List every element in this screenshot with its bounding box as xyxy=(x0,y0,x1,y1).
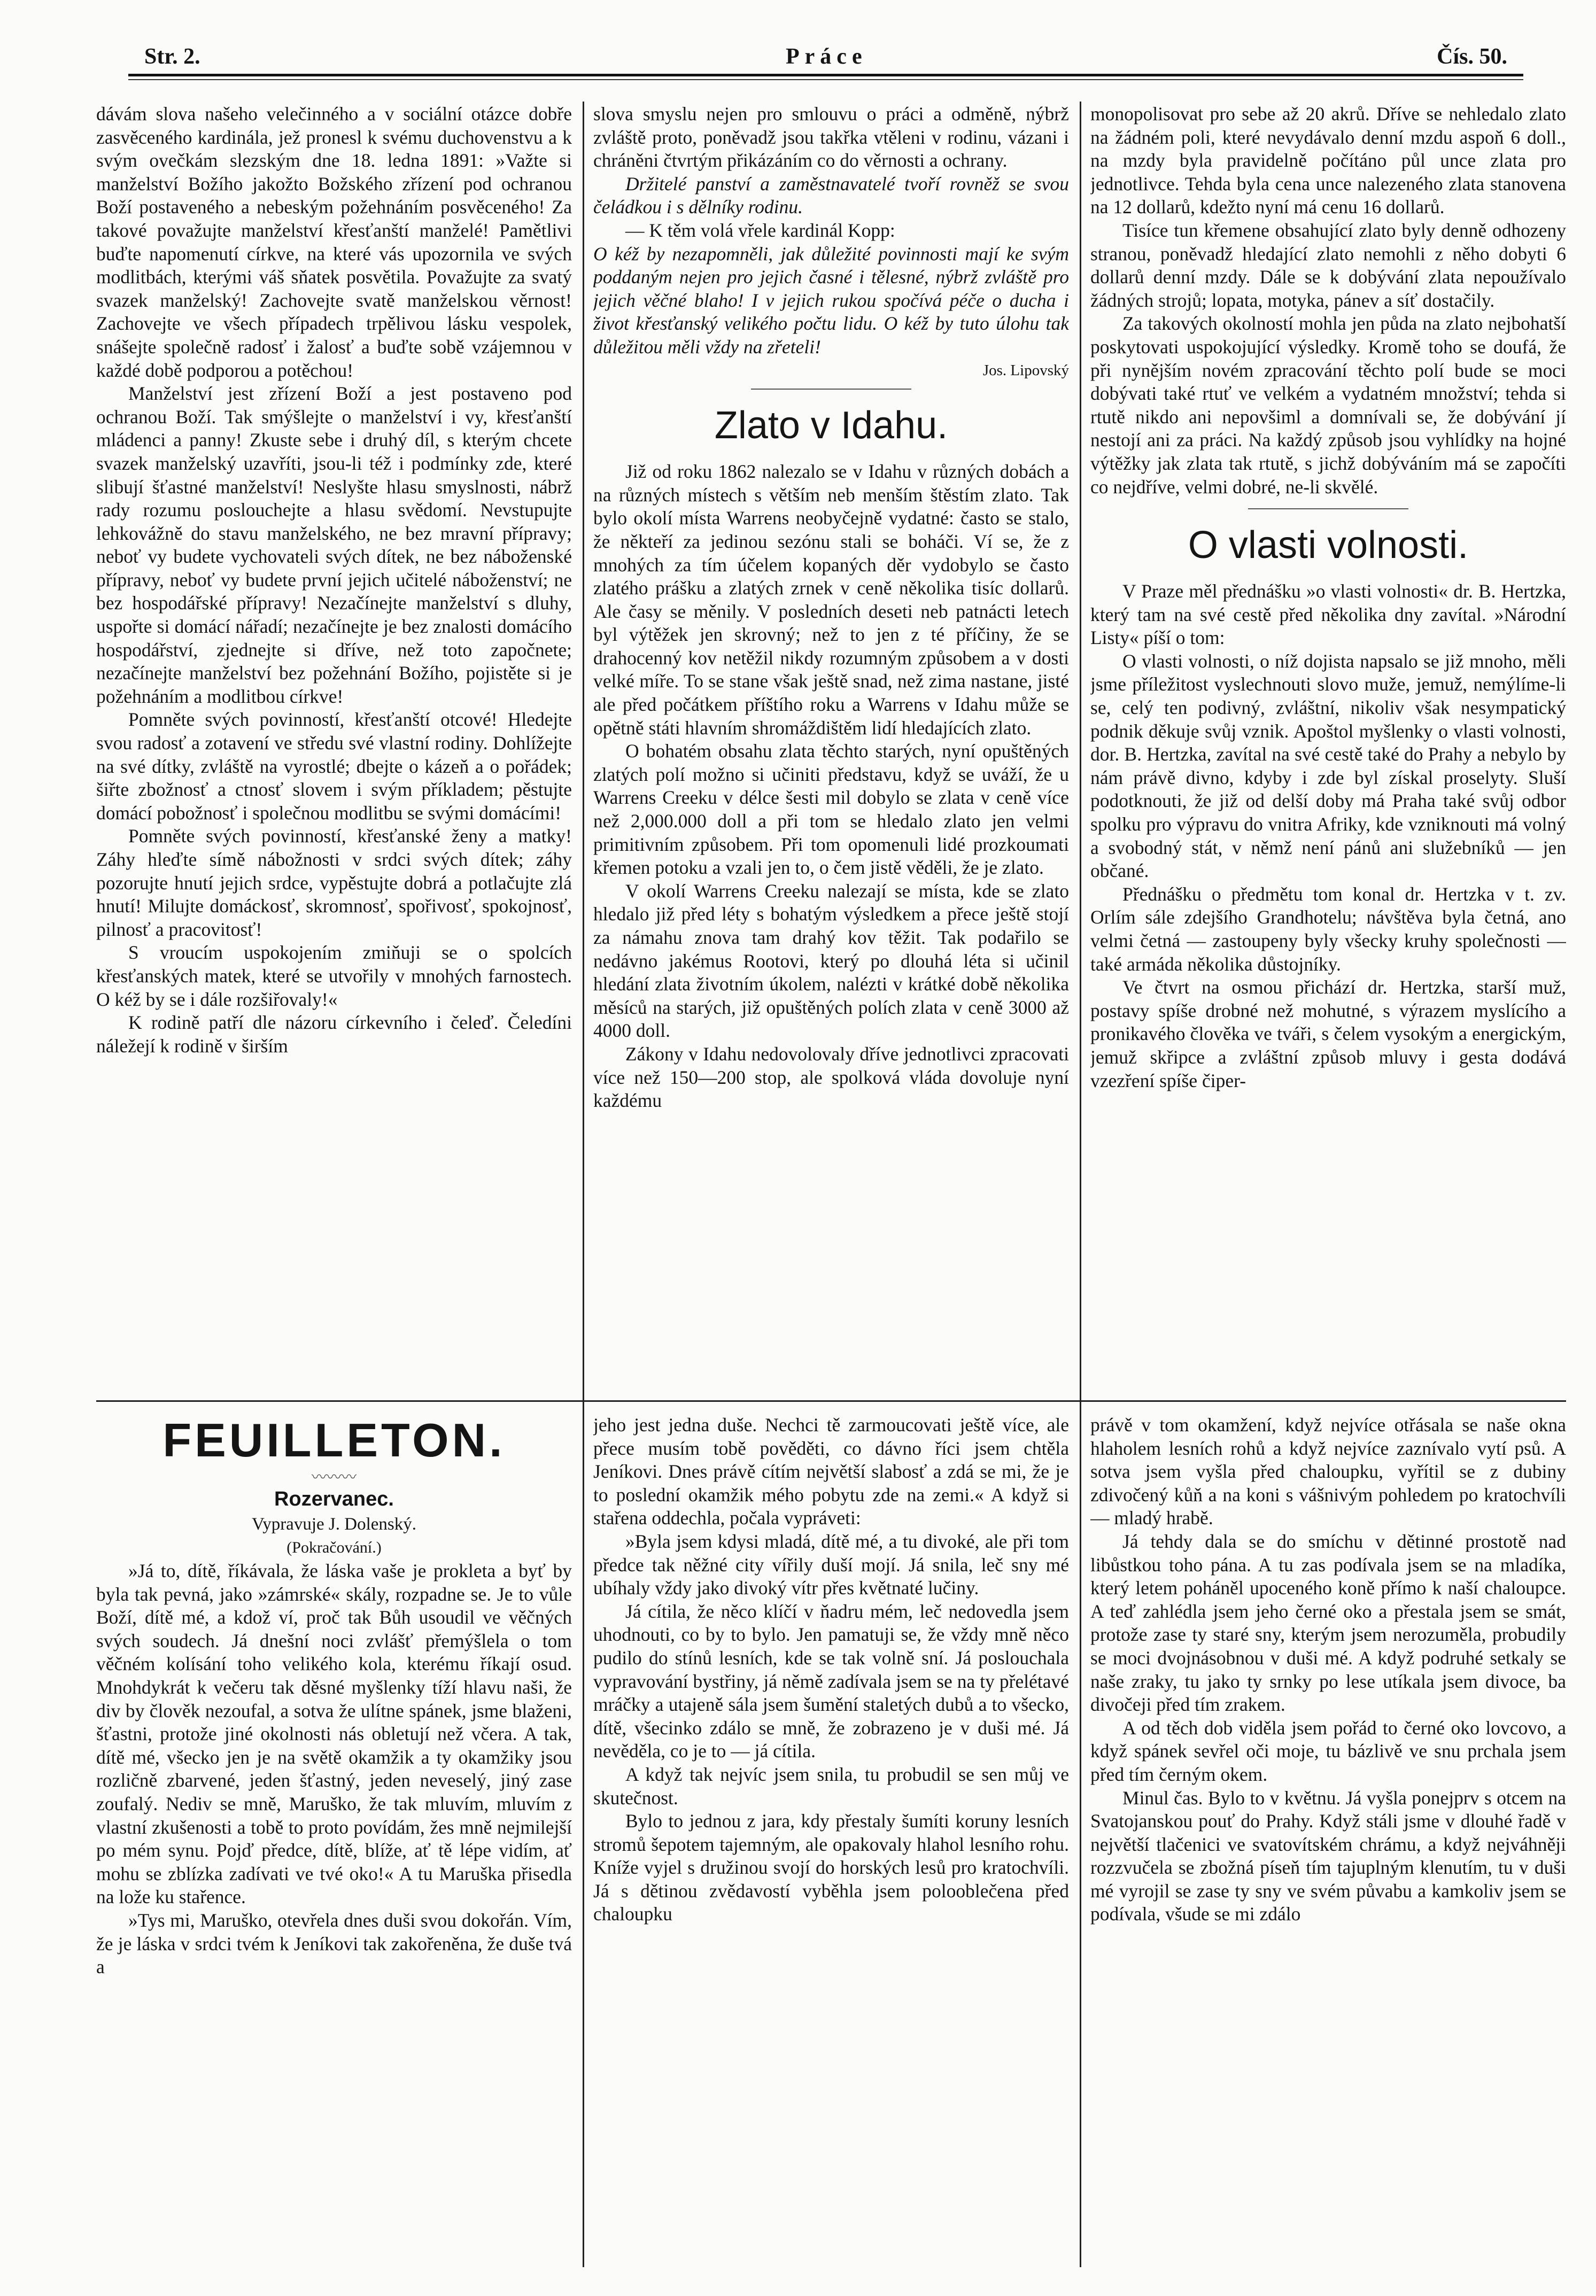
feuilleton-divider xyxy=(96,1400,1566,1402)
article-separator xyxy=(1248,508,1408,509)
paragraph: Bylo to jednou z jara, kdy přestaly šumíti koruny lesních stromů šepotem tajemným, ale opakovaly hlahol lesního rohu. Kníže vyjel s družinou svojí do horských lesů pro kratochvíli. Já s dětinou zvědavostí vyběhla jsem polooblečena před chaloupku xyxy=(593,1810,1069,1925)
paragraph: Pomněte svých povinností, křesťanské ženy a matky! Záhy hleďte símě nábožnosti v srdci svých dítek; záhy pozorujte hnutí jejich srdce, vypěstujte dobrá a potlačujte zlá hnutí! Milujte domáckosť, skromnosť, spořivosť, spokojnosť, pilnosť a pracovitosť! xyxy=(96,825,572,940)
paragraph: A od těch dob viděla jsem pořád to černé oko lovcovo, a když spánek sevřel oči moje, tu bázlivě ve snu prchala jsem před tím černým okem. xyxy=(1090,1717,1566,1785)
paragraph: Přednášku o předmětu tom konal dr. Hertzka v t. zv. Orlím sále zdejšího Grandhotelu; návštěva byla četná, ano velmi četná — zastoupeny byly všecky kruhy společnosti — také armáda několika důstojníky. xyxy=(1090,883,1566,975)
paragraph: slova smyslu nejen pro smlouvu o práci a odměně, nýbrž zvláště proto, poněvadž jsou takřka vtěleni v rodinu, vázani i chráněni čtvrtým přikázáním co do věrnosti a ochrany. xyxy=(593,103,1069,172)
column-2-upper xyxy=(593,103,1069,1385)
paragraph: právě v tom okamžení, když nejvíce otřásala se naše okna hlaholem lesních rohů a když nejvíce zaznívalo vytí psů. A sotva jsem vyšla před chaloupku, vyřítil se z dubiny zdivočený kůň a na koni s vášnivým pohledem po kratochvíli — mladý hrabě. xyxy=(1090,1414,1566,1529)
paragraph: K rodině patří dle názoru církevního i čeleď. Čeledíni náležejí k rodině v širším xyxy=(96,1012,572,1057)
issue-number: Čís. 50. xyxy=(1437,44,1507,69)
headline-zlato-v-idahu: Zlato v Idahu. xyxy=(714,404,948,447)
paragraph: Pomněte svých povinností, křesťanští otcové! Hledejte svou radosť a zotavení ve středu své vlastní rodiny. Dohlížejte na své dítky, zvláště na vyrostlé; dbejte o kázeň a o pořádek; šiřte zbožnosť a ctnosť slovem i svým příkladem; pěstujte domácí pobožnosť i společnou modlitbu se svými domácími! xyxy=(96,709,572,824)
paragraph-italic: Držitelé panství a zaměstnavatelé tvoří rovněž se svou čeládkou i s dělníky rodinu. xyxy=(593,173,1069,218)
paragraph-italic: O kéž by nezapomněli, jak důležité povinnosti mají ke svým poddaným nejen pro jejich časné i tělesné, nýbrž zvláště pro jejich věčné blaho! I v jejich rukou spočívá péče o ducha i život křesťanský velikého počtu lidu. O kéž by tuto úlohu tak důležitou měli vždy na zřeteli! xyxy=(593,243,1069,358)
publication-title: Práce xyxy=(786,44,867,69)
column-divider xyxy=(583,102,584,1400)
paragraph: O vlasti volnosti, o níž dojista napsalo se již mnoho, měli jsme příležitost vyslechnouti slovo muže, jemuž, nemýlíme-li se, celý ten podivný, zvláštní, nikoliv však nesympatický podnik děkuje svůj vznik. Apoštol myšlenky o vlasti volnosti, dor. B. Hertzka, zavítal na své cestě také do Prahy a nebylo by nám právě divno, kdyby i zde byl získal proselyty. Sluší podotknouti, že již od delší doby má Praha také svůj odbor spolku pro výpravu do vnitra Afriky, kde vzniknouti má volný a svobodný stát, v němž není pánů ani služebníků — jen občané. xyxy=(1090,650,1566,882)
article-separator xyxy=(751,389,911,390)
paragraph: jeho jest jedna duše. Nechci tě zarmoucovati ještě více, ale přece musím tobě pověděti, co dávno říci jsem chtěla Jeníkovi. Dnes právě cítím největší slabosť a zdá se mi, že je to poslední okamžik mého pobytu zde na zemi.« A když si stařena oddechla, počala vypráveti: xyxy=(593,1414,1069,1529)
paragraph: V okolí Warrens Creeku nalezají se místa, kde se zlato hledalo již před léty s bohatým výsledkem a přece ještě stojí za námahu znova tam drahý kov těžit. Tak podařilo se nedávno jakémus Rootovi, který po dlouhá léta si učinil hledání zlata životním úkolem, nalézti v krátké době několika měsíců na starých, již opuštěných polích zlata v ceně 3000 až 4000 doll. xyxy=(593,880,1069,1042)
paragraph: »Tys mi, Maruško, otevřela dnes duši svou dokořán. Vím, že je láska v srdci tvém k Jeníkovi tak zakořeněna, že duše tvá a xyxy=(96,1909,572,1978)
continuation-note: (Pokračování.) xyxy=(286,1539,382,1556)
paragraph: V Praze měl přednášku »o vlasti volnosti« dr. B. Hertzka, který tam na své cestě před několika dny zavítal. »Národní Listy« píší o tom: xyxy=(1090,580,1566,649)
feuilleton-column-3 xyxy=(1090,1414,1566,2269)
column-3-upper xyxy=(1090,103,1566,1385)
paragraph: »Já to, dítě, říkávala, že láska vaše je prokleta a byť by byla tak pevná, jako »zámrské« skály, rozpadne se. Je to vůle Boží, dítě mé, a kdož ví, proč tak Bůh usoudil ve věčných svých soudech. Já dnešní noci zvlášť přemýšlela o tom věčném kolísání toho velikého kola, kterému říkají osud. Mnohdykrát k večeru tak děsné myšlenky tíží hlavu naši, že div by člověk nezoufal, a sotva že ulítne spánek, jsme blaženi, šťastni, protože jiné okolnosti nás obletují než včera. A tak, dítě mé, všecko jen je na světě okamžik a ty okamžiky jsou rozličně zbarvené, jeden šťastný, jeden neveselý, jiný zase zoufalý. Nediv se mně, Maruško, že tak mluvím, mluvím z vlastní zkušenosti a tobě to proto povídám, žes mně nejmilejší po mém synu. Pojď předce, dítě, blíže, ať tě lépe vidím, ať mohu se zblízka zadívati ve tvé oko!« A tu Maruška přisedla na lože ku stařence. xyxy=(96,1560,572,1908)
feuilleton-column-2 xyxy=(593,1414,1069,2269)
ornament-squiggle: 〰〰〰 xyxy=(311,1469,357,1486)
story-title: Rozervanec. xyxy=(274,1488,394,1510)
column-divider xyxy=(583,1401,584,2267)
paragraph: Ve čtvrt na osmou přichází dr. Hertzka, starší muž, postavy spíše drobné než mohutné, s výrazem myslícího a pronikavého člověka ve tváři, s čelem vysokým a energickým, jemuž skřipce a zvláštní způsob mluvy i gesta dodává vzezření spíše čiper- xyxy=(1090,976,1566,1091)
paragraph: Minul čas. Bylo to v květnu. Já vyšla ponejprv s otcem na Svatojanskou pouť do Prahy. Když stáli jsme v dlouhé řadě v největší tlačenici ve svatovítském chrámu, a když nejváhněji rozzvučela se zbožná píseň tím tajuplným klenutím, tu v duši mé vyrojil se zase ty sny ve svém půvabu a kamkoliv jsem se podívala, všude se mi zdálo xyxy=(1090,1787,1566,1925)
paragraph: Já tehdy dala se do smíchu v dětinné prostotě nad libůstkou toho pána. A tu zas podívala jsem se na mladíka, který letem poháněl upoceného koně přímo k naší chaloupce. A teď zahlédla jsem jeho černé oko a přestala jsem se smát, protože zase ty staré sny, kterým jsem nerozuměla, probudily se moci dvojnásobnou v duši mé. A když podruhé setkaly se naše zraky, tu jako ty srnky po lese utíkala jsem divoce, ba divočeji před tím zrakem. xyxy=(1090,1530,1566,1716)
paragraph: Já cítila, že něco klíčí v ňadru mém, leč nedovedla jsem uhodnouti, co by to bylo. Jen pamatuji se, že vždy mně něco pudilo do stínů lesních, kde se tak volně sní. Já poslouchala vypravování bystřiny, já němě zadívala jsem se na ty přelétavé mráčky a utajeně sála jsem šumění staletých dubů a to všecko, dítě, všecinko zdálo se mně, že zobrazeno je v duši mé. Já nevěděla, co je to — já cítila. xyxy=(593,1600,1069,1762)
page-number: Str. 2. xyxy=(144,44,200,69)
feuilleton-title: FEUILLETON. xyxy=(162,1414,506,1467)
paragraph: — K těm volá vřele kardinál Kopp: xyxy=(625,219,895,241)
header-rule xyxy=(128,74,1523,76)
paragraph: dávám slova našeho velečinného a v sociální otázce dobře zasvěceného kardinála, jež pronesl k svému duchovenstvu a k svým ovečkám slezským dne 18. ledna 1891: »Važte si manželství Božího jakožto Božského zřízení pod ochranou Boží postaveného a nebeským požehnáním posvěceného! Za takové považujte manželství křesťanští manželé! Pamětlivi buďte napomenutí církve, na které vás upozornila ve svých modlitbách, kterými váš sňatek posvětila. Považujte za svatý svazek manželský! Zachovejte svatě manželskou věrnost! Zachovejte ve všech případech trpělivou lásku vespolek, snášejte společně radosť i žalosť a buďte sobě vzájemnou v každé době podporou a potěchou! xyxy=(96,103,572,381)
paragraph: O bohatém obsahu zlata těchto starých, nyní opuštěných zlatých polí možno si učiniti představu, když se uváží, že u Warrens Creeku v délce šesti mil dobylo se zlata v ceně více než 2,000.000 doll a při tom se hledalo zlato jen velmi primitivním způsobem. Při tom opomenuli lidé prozkoumati křemen potoku a vzali jen to, o čem jistě věděli, že je zlato. xyxy=(593,740,1069,879)
paragraph: Zákony v Idahu nedovolovaly dříve jednotlivci zpracovati více než 150—200 stop, ale spolková vláda dovoluje nyní každému xyxy=(593,1043,1069,1112)
paragraph: Již od roku 1862 nalezalo se v Idahu v různých dobách a na různých místech s větším neb menším štěstím zlato. Tak bylo okolí místa Warrens neobyčejně vydatné: často se stalo, že někteří za jedinou sezónu stali se boháči. Ví se, že z mnohých za tím účelem kopaných děr vydobylo se často zlatého prášku a zlatých zrnek v ceně několika tisíc dollarů. Ale časy se měnily. V posledních deseti neb patnácti letech byl výtěžek jen skrovný; než to jen z té příčiny, že se drahocenný kov netěžil nikdy rozumným způsobem a v dosti velké míře. To se stane však ještě snad, než zima nastane, jisté ale před počátkem příštího roku a Warrens v Idahu může se opětně státi hlavním shromáždištěm lidí hledajících zlato. xyxy=(593,461,1069,739)
author-signature: Jos. Lipovský xyxy=(982,361,1069,379)
page-header xyxy=(128,37,1523,75)
headline-o-vlasti-volnosti: O vlasti volnosti. xyxy=(1188,524,1469,567)
paragraph: Tisíce tun křemene obsahující zlato byly denně odhozeny stranou, poněvadž hledající zlato nemohli z něho dobyti 6 dollarů denní mzdy. Dále se k dobývání zlata nepoužívalo žádných strojů; lopata, motyka, pánev a síť dostačily. xyxy=(1090,219,1566,311)
feuilleton-column-1 xyxy=(96,1411,572,2266)
paragraph: A když tak nejvíc jsem snila, tu probudil se sen můj ve skutečnost. xyxy=(593,1763,1069,1809)
paragraph: Manželství jest zřízení Boží a jest postaveno pod ochranou Boží. Tak smýšlejte o manželství i vy, křesťanští mládenci a panny! Zkuste sebe i druhý díl, s kterým chcete svazek manželský uzavříti, jsou-li též i podmínky zde, které slibují šťastné manželství! Neslyšte hlasu smyslnosti, nábrž rady rozumu poslouchejte a hlasu svědomí. Nevstupujte lehkovážně do stavu manželského, ne bez mravní přípravy; neboť vy budete vychovateli svých dítek, ne bez náboženské přípravy, neboť vy budete první jejich učitelé náboženství; ne bez hospodářské přípravy! Nezačínejte manželství s dluhy, uspořte si domácí nářadí; nezačínejte je bez znalosti domácího hospodářství, zjednejte si dříve, než toto započnete; nezačínejte manželství bez požehnání Božího, pojistěte si je požehnáním a modlitbou církve! xyxy=(96,383,572,707)
paragraph: monopolisovat pro sebe až 20 akrů. Dříve se nehledalo zlato na žádném poli, které nevydávalo denní mzdu aspoň 6 doll., na mzdy byla pravidelně počítáno půl unce zlata pro jednotlivce. Tehda byla cena unce nalezeného zlata stanovena na 12 dollarů, kdežto nyní má cenu 16 dollarů. xyxy=(1090,103,1566,218)
paragraph: »Byla jsem kdysi mladá, dítě mé, a tu divoké, ale při tom předce tak něžné city vířily duší mojí. Já snila, leč sny mé ubíhaly vždy jako divoký vítr přes květnaté lučiny. xyxy=(593,1530,1069,1599)
paragraph: Za takových okolností mohla jen půda na zlato nejbohatší poskytovati uspokojující výsledky. Kromě toho se doufá, že při nynějším novém zpracování těchto polí bude se moci dobývati také rtuť ve velkém a vydatném množství; tehda si rtutě nikdo ani nepovšiml a domnívali se, že dobývání jí nestojí ani za práci. Na každý způsob jsou vyhlídky na hojné výtěžky jak zlata tak rtutě, s jichž dobýváním má se započíti co nejdříve, velmi dobré, ne-li skvělé. xyxy=(1090,313,1566,498)
column-divider xyxy=(1080,102,1081,1400)
column-divider xyxy=(1080,1401,1081,2267)
paragraph: S vroucím uspokojením zmiňuji se o spolcích křesťanských matek, které se utvořily v mnohých farnostech. O kéž by se i dále rozšiřovaly!« xyxy=(96,942,572,1010)
story-byline: Vypravuje J. Dolenský. xyxy=(252,1515,416,1534)
header-rule-thin xyxy=(128,79,1523,80)
column-1-upper xyxy=(96,103,572,1380)
